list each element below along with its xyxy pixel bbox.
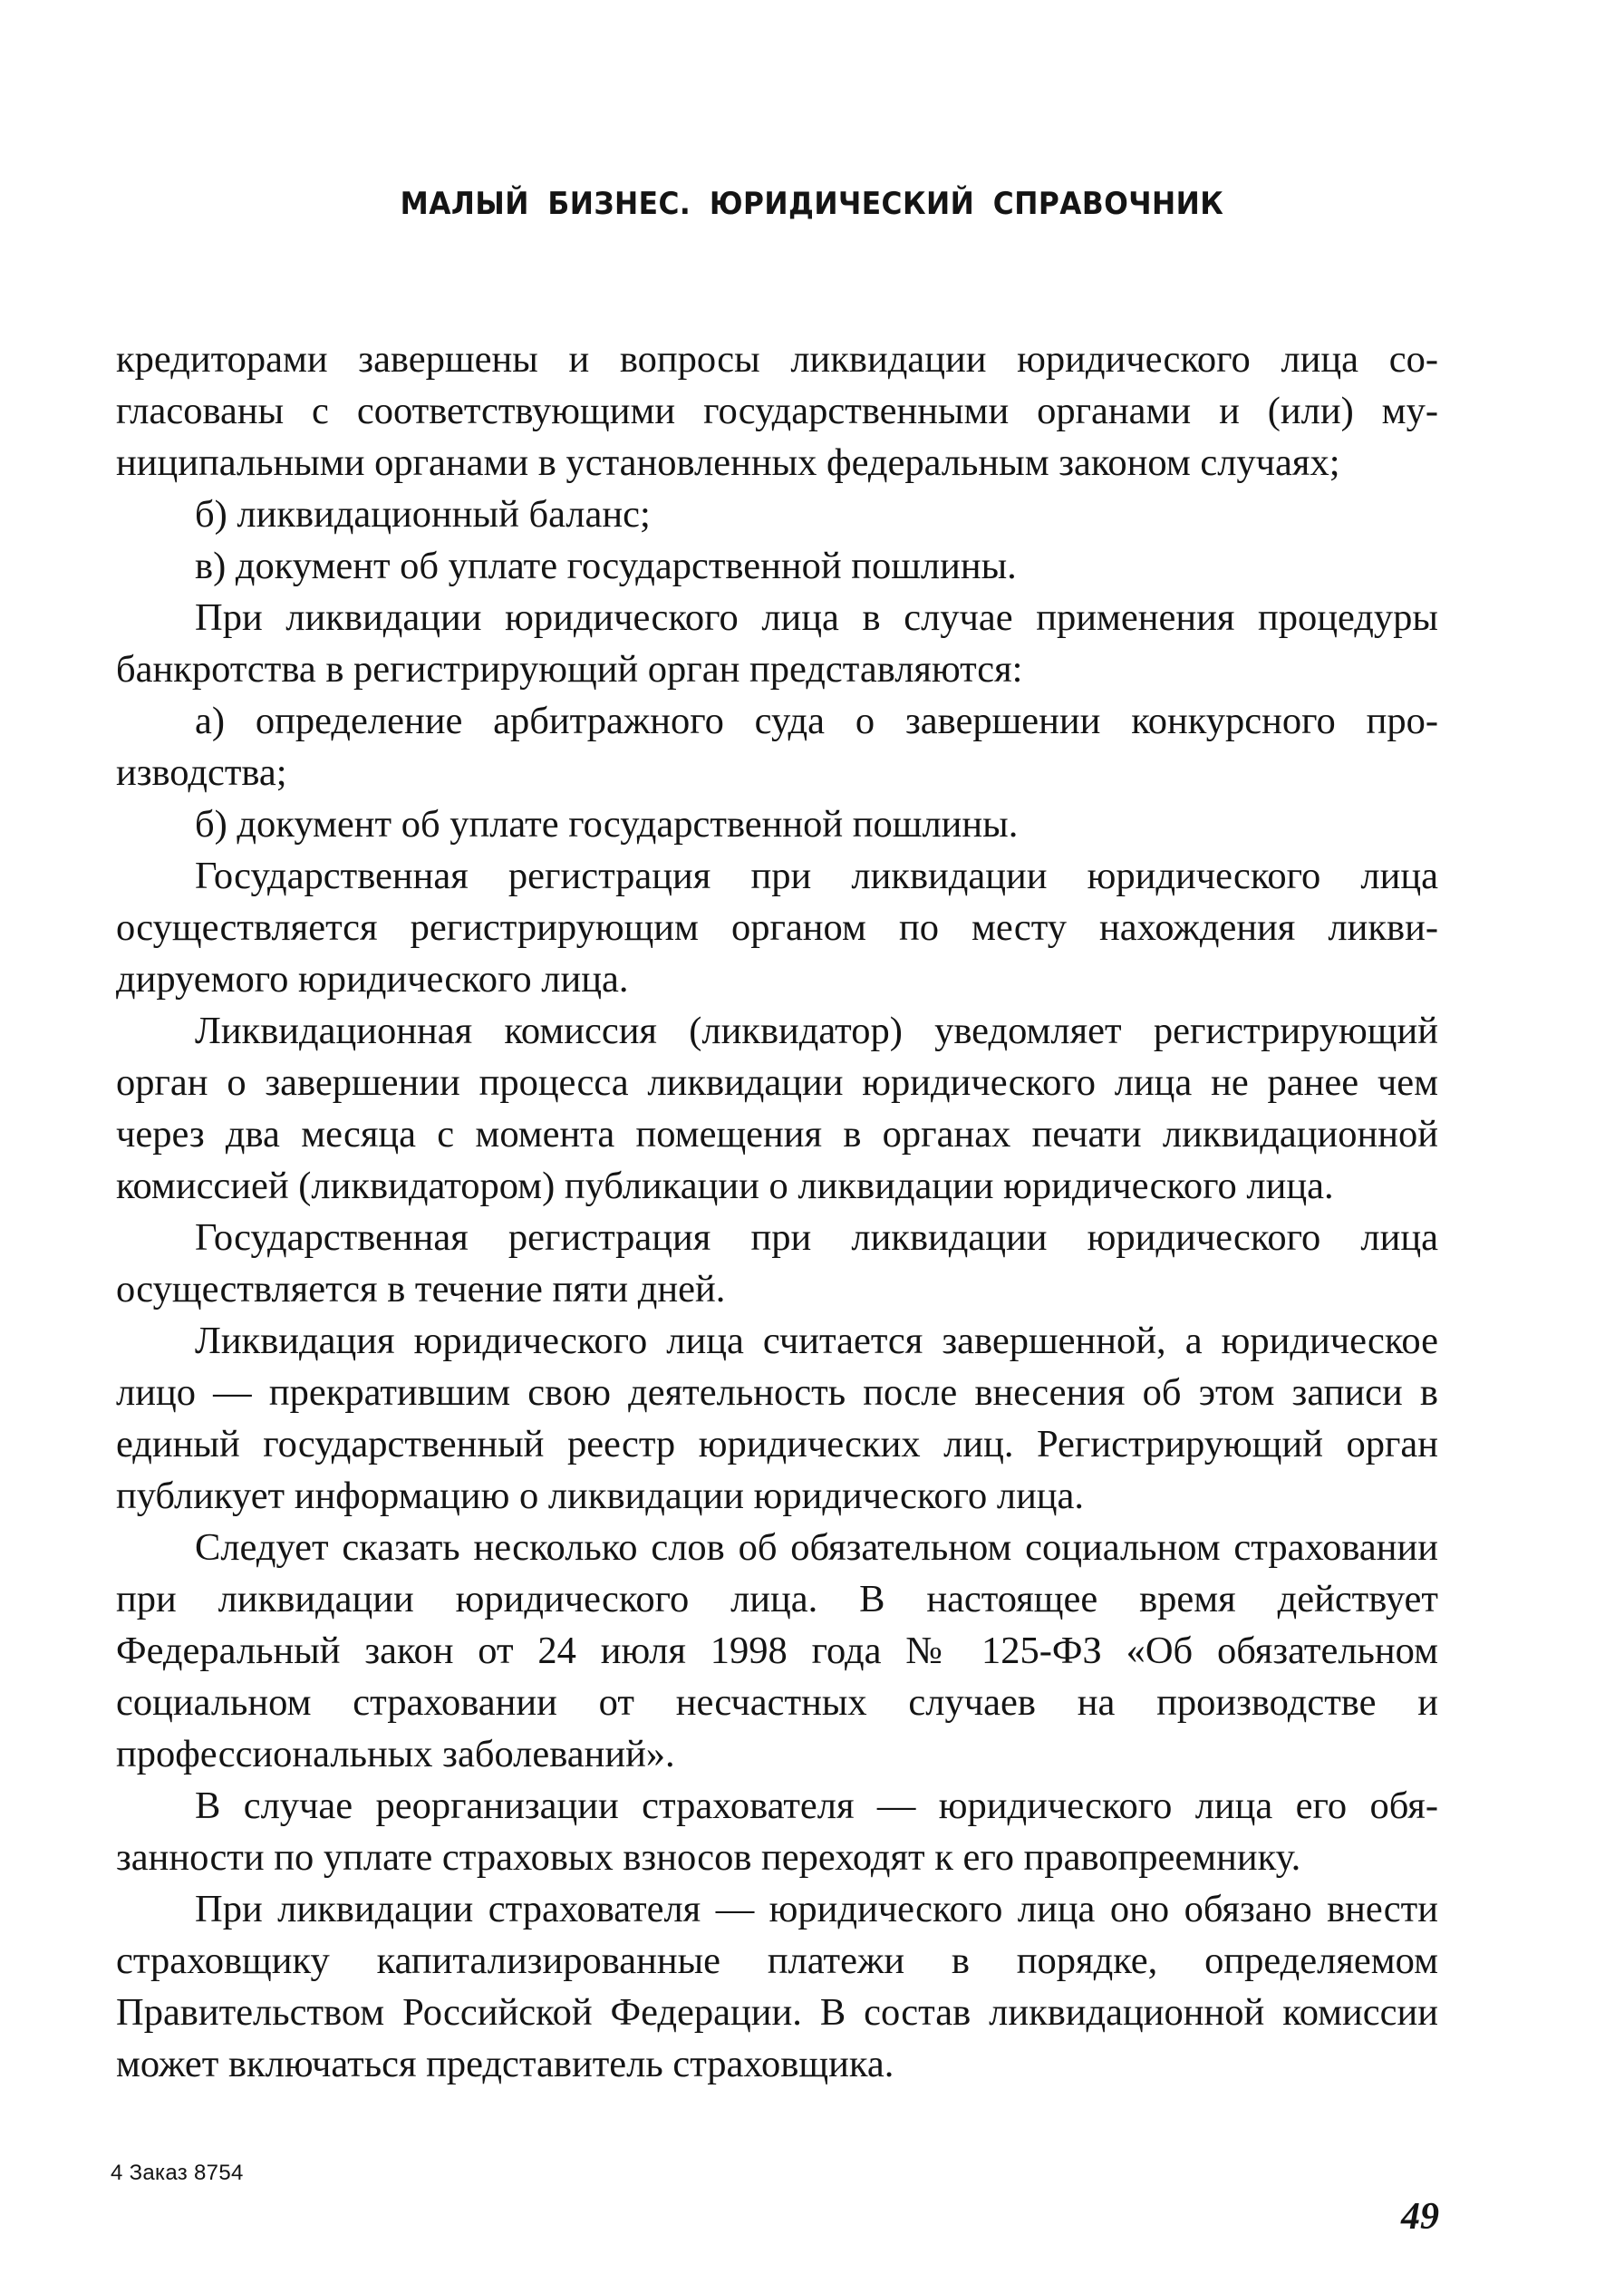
paragraph-insurer-liquidation: При ликвидации страхователя — юридического лица оно обязано внести страховщику капитализированные платежи в порядке, определяемом Правительством Российской Федерации. В состав ликвидационной комиссии может включаться представитель страховщика.	[116, 1888, 1438, 2085]
list-item-fee-document-2: б) документ об уплате государственной пошлины.	[195, 803, 1019, 846]
paragraph-liquidation-complete: Ликвидация юридического лица считается завершенной, а юридическое лицо — прекратившим свою деятельность после внесения об этом записи в единый государственный реестр юридических лиц. Регистрирующий орган публикует информацию о ликвидации юридического лица.	[116, 1320, 1438, 1517]
paragraph-continuation: кредиторами завершены и вопросы ликвидации юридического лица согласованы с соответствующими государственными органами и (или) муниципальными органами в установленных федеральным законом случаях;	[116, 338, 1438, 484]
running-header: МАЛЫЙ БИЗНЕС. ЮРИДИЧЕСКИЙ СПРАВОЧНИК	[400, 186, 1224, 222]
paragraph-registration-place: Государственная регистрация при ликвидации юридического лица осуществляется регистрирующим органом по месту нахождения ликвидируемого юридического лица.	[116, 855, 1438, 1001]
list-item-fee-document: в) документ об уплате государственной пошлины.	[195, 545, 1017, 587]
print-order-note: 4 Заказ 8754	[111, 2161, 244, 2185]
paragraph-bankruptcy: При ликвидации юридического лица в случае применения процедуры банкротства в регистрирующий орган представляются:	[116, 596, 1438, 691]
list-item-balance: б) ликвидационный баланс;	[195, 493, 651, 536]
paragraph-social-insurance: Следует сказать несколько слов об обязательном социальном страховании при ликвидации юридического лица. В настоящее время действует Федеральный закон от 24 июля 1998 года № 125-ФЗ «Об обязательном социальном страховании от несчастных случаев на производстве и профессиональных заболеваний».	[116, 1526, 1438, 1775]
paragraph-commission-notice: Ликвидационная комиссия (ликвидатор) уведомляет регистрирующий орган о завершении процесса ликвидации юридического лица не ранее чем через два месяца с момента помещения в органах печати ликвидационной комиссией (ликвидатором) публикации о ликвидации юридического лица.	[116, 1010, 1438, 1207]
body-text	[116, 334, 1438, 2090]
page-number: 49	[1401, 2196, 1439, 2238]
paragraph-reorganization: В случае реорганизации страхователя — юридического лица его обязанности по уплате страховых взносов переходят к его правопреемнику.	[116, 1785, 1438, 1879]
list-item-court-decision: а) определение арбитражного суда о завершении конкурсного производства;	[116, 700, 1438, 794]
paragraph-registration-term: Государственная регистрация при ликвидации юридического лица осуществляется в течение пяти дней.	[116, 1216, 1438, 1311]
